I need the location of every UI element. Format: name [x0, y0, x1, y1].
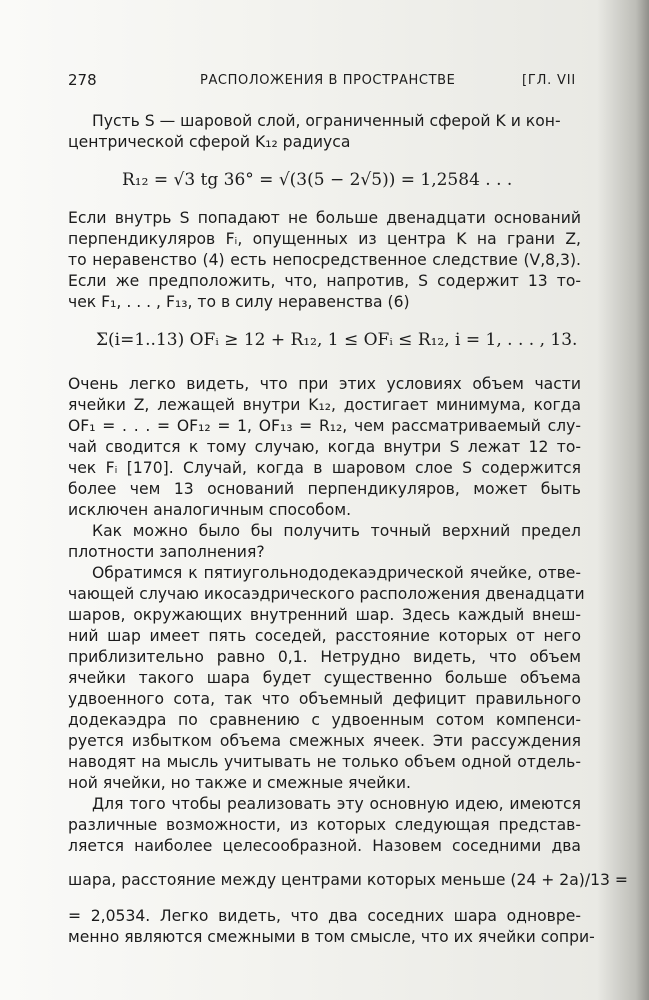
text-line: руется избытком объема смежных ячеек. Эти рассуждения — [68, 732, 581, 750]
text-line: менно являются смежными в том смысле, что их ячейки сопри- — [68, 928, 595, 946]
text-line: различные возможности, из которых следующая представ- — [68, 816, 581, 834]
text-line: Если внутрь S попадают не больше двенадцати оснований — [68, 209, 581, 227]
equation-radius: R₁₂ = √3 tg 36° = √(3(5 − 2√5)) = 1,2584 . . . — [122, 170, 513, 190]
equation-sum: Σ(i=1..13) OFᵢ ≥ 12 + R₁₂, 1 ≤ OFᵢ ≤ R₁₂, i = 1, . . . , 13. — [96, 330, 578, 350]
text-line-with-fraction: шара, расстояние между центрами которых меньше (24 + 2a)/13 = — [68, 871, 628, 889]
text-line: приблизительно равно 0,1. Нетрудно видеть, что объем — [68, 648, 581, 666]
text-line: додекаэдра по сравнению с удвоенным сотом компенси- — [68, 711, 581, 729]
text-line: Для того чтобы реализовать эту основную идею, имеются — [92, 795, 581, 813]
text-line: исключен аналогичным способом. — [68, 501, 352, 519]
text-line: наводят на мысль учитывать не только объем одной отдель- — [68, 753, 581, 771]
running-title: РАСПОЛОЖЕНИЯ В ПРОСТРАНСТВЕ — [200, 73, 456, 88]
text-line: OF₁ = . . . = OF₁₂ = 1, OF₁₃ = R₁₂, чем рассматриваемый слу- — [68, 417, 581, 435]
page-number: 278 — [68, 71, 97, 89]
text-line: чающей случаю икосаэдрического расположения двенадцати — [68, 585, 585, 603]
text-line: центрической сферой K₁₂ радиуса — [68, 133, 351, 151]
text-line: удвоенного сота, так что объемный дефицит правильного — [68, 690, 581, 708]
text-line: Обратимся к пятиугольнододекаэдрической ячейке, отве- — [92, 564, 581, 582]
text-line: ячейки Z, лежащей внутри K₁₂, достигает минимума, когда — [68, 396, 581, 414]
text-line: чек Fᵢ [170]. Случай, когда в шаровом слое S содержится — [68, 459, 581, 477]
text-line: чек F₁, . . . , F₁₃, то в силу неравенства (6) — [68, 293, 410, 311]
chapter-label: [ГЛ. VII — [522, 73, 577, 88]
text-line: плотности заполнения? — [68, 543, 265, 561]
text-line: Как можно было бы получить точный верхний предел — [92, 522, 581, 540]
text-line: Очень легко видеть, что при этих условиях объем части — [68, 375, 581, 393]
text-line: более чем 13 оснований перпендикуляров, может быть — [68, 480, 581, 498]
text-line: ляется наиболее целесообразной. Назовем соседними два — [68, 837, 581, 855]
text-line: Пусть S — шаровой слой, ограниченный сферой K и кон- — [92, 112, 561, 130]
text-line: то неравенство (4) есть непосредственное следствие (V,8,3). — [68, 251, 581, 269]
text-line: чай сводится к тому случаю, когда внутри S лежат 12 то- — [68, 438, 581, 456]
text-line: = 2,0534. Легко видеть, что два соседних шара одновре- — [68, 907, 581, 925]
text-line: перпендикуляров Fᵢ, опущенных из центра K на грани Z, — [68, 230, 581, 248]
text-line: Если же предположить, что, напротив, S содержит 13 то- — [68, 272, 581, 290]
text-line: ной ячейки, но также и смежные ячейки. — [68, 774, 411, 792]
text-line: ний шар имеет пять соседей, расстояние которых от него — [68, 627, 581, 645]
text-line: ячейки такого шара будет существенно больше объема — [68, 669, 581, 687]
text-line: шаров, окружающих внутренний шар. Здесь каждый внеш- — [68, 606, 581, 624]
